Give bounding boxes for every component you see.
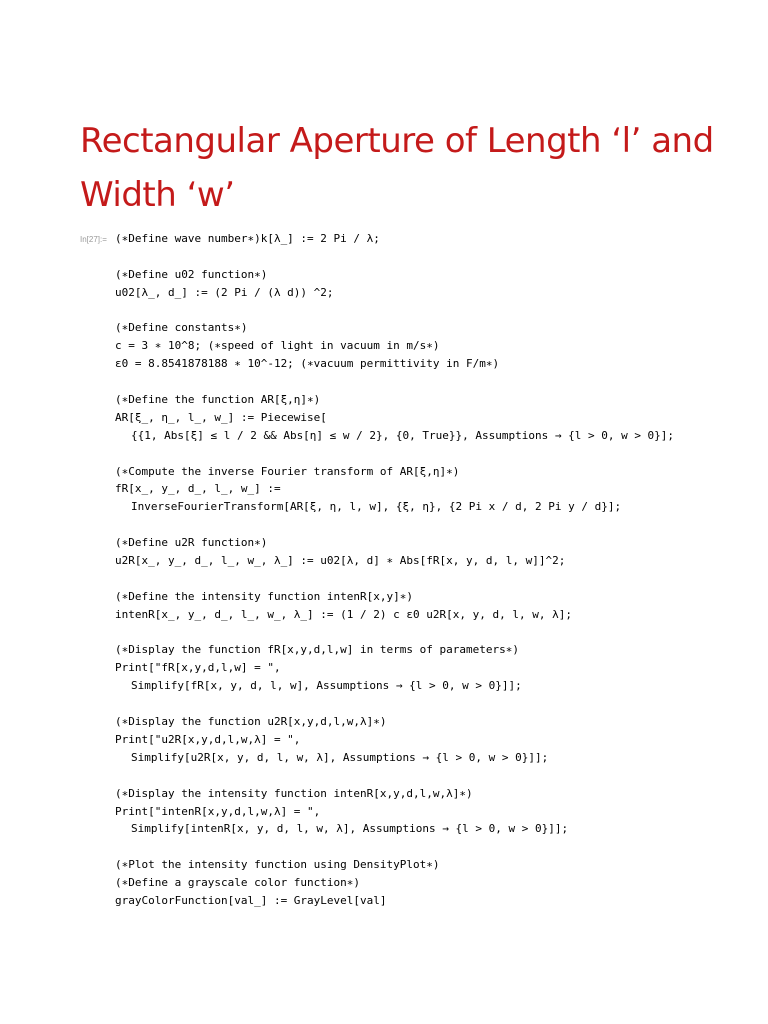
code-line: Print["fR[x,y,d,l,w] = ",	[115, 661, 281, 675]
code-line: grayColorFunction[val_] := GrayLevel[val]	[115, 893, 387, 907]
code-line: (∗Display the intensity function intenR[x,y,d,l,w,λ]∗)	[115, 786, 473, 800]
code-line: (∗Define a grayscale color function∗)	[115, 876, 361, 890]
code-line	[115, 767, 755, 785]
code-line: Print["intenR[x,y,d,l,w,λ] = ",	[115, 804, 321, 818]
code-line: (∗Define u02 function∗)	[115, 267, 268, 281]
code-line: Simplify[u2R[x, y, d, l, w, λ], Assumptions → {l > 0, w > 0}]];	[131, 750, 549, 764]
code-line: fR[x_, y_, d_, l_, w_] :=	[115, 482, 281, 496]
code-line: intenR[x_, y_, d_, l_, w_, λ_] := (1 / 2) c ε0 u2R[x, y, d, l, w, λ];	[115, 607, 572, 621]
code-line: Print["u2R[x,y,d,l,w,λ] = ",	[115, 732, 301, 746]
code-line: {{1, Abs[ξ] ≤ l / 2 && Abs[η] ≤ w / 2}, {0, True}}, Assumptions → {l > 0, w > 0}];	[131, 428, 675, 442]
code-line: Simplify[intenR[x, y, d, l, w, λ], Assumptions → {l > 0, w > 0}]];	[131, 822, 569, 836]
code-line	[115, 248, 755, 266]
input-cell-label: In[27]:=	[80, 235, 107, 244]
code-line: (∗Define u2R function∗)	[115, 536, 268, 550]
code-line: Simplify[fR[x, y, d, l, w], Assumptions → {l > 0, w > 0}]];	[131, 679, 522, 693]
input-cell-code[interactable]	[115, 230, 755, 910]
code-line: InverseFourierTransform[AR[ξ, η, l, w], {ξ, η}, {2 Pi x / d, 2 Pi y / d}];	[131, 500, 622, 514]
code-line: c = 3 ∗ 10^8; (∗speed of light in vacuum in m/s∗)	[115, 339, 440, 353]
code-line	[115, 838, 755, 856]
section-title: Rectangular Aperture of Length ‘l’ and Width ‘w’	[80, 121, 714, 215]
code-line: (∗Define the function AR[ξ,η]∗)	[115, 393, 321, 407]
code-line	[115, 516, 755, 534]
code-line: u2R[x_, y_, d_, l_, w_, λ_] := u02[λ, d] ∗ Abs[fR[x, y, d, l, w]]^2;	[115, 554, 566, 568]
code-line: (∗Define the intensity function intenR[x,y]∗)	[115, 589, 414, 603]
code-line: (∗Define constants∗)	[115, 321, 248, 335]
code-line	[115, 570, 755, 588]
code-line: (∗Plot the intensity function using DensityPlot∗)	[115, 858, 440, 872]
code-line	[115, 695, 755, 713]
code-line: (∗Compute the inverse Fourier transform of AR[ξ,η]∗)	[115, 464, 460, 478]
code-line	[115, 302, 755, 320]
code-line: (∗Display the function fR[x,y,d,l,w] in terms of parameters∗)	[115, 643, 519, 657]
code-line: u02[λ_, d_] := (2 Pi / (λ d)) ^2;	[115, 285, 334, 299]
code-line: AR[ξ_, η_, l_, w_] := Piecewise[	[115, 410, 327, 424]
code-line	[115, 373, 755, 391]
code-line	[115, 624, 755, 642]
code-line: (∗Display the function u2R[x,y,d,l,w,λ]∗)	[115, 715, 387, 729]
code-line: (∗Define wave number∗)k[λ_] := 2 Pi / λ;	[115, 232, 380, 245]
code-line	[115, 445, 755, 463]
code-line: ε0 = 8.8541878188 ∗ 10^-12; (∗vacuum permittivity in F/m∗)	[115, 357, 500, 371]
